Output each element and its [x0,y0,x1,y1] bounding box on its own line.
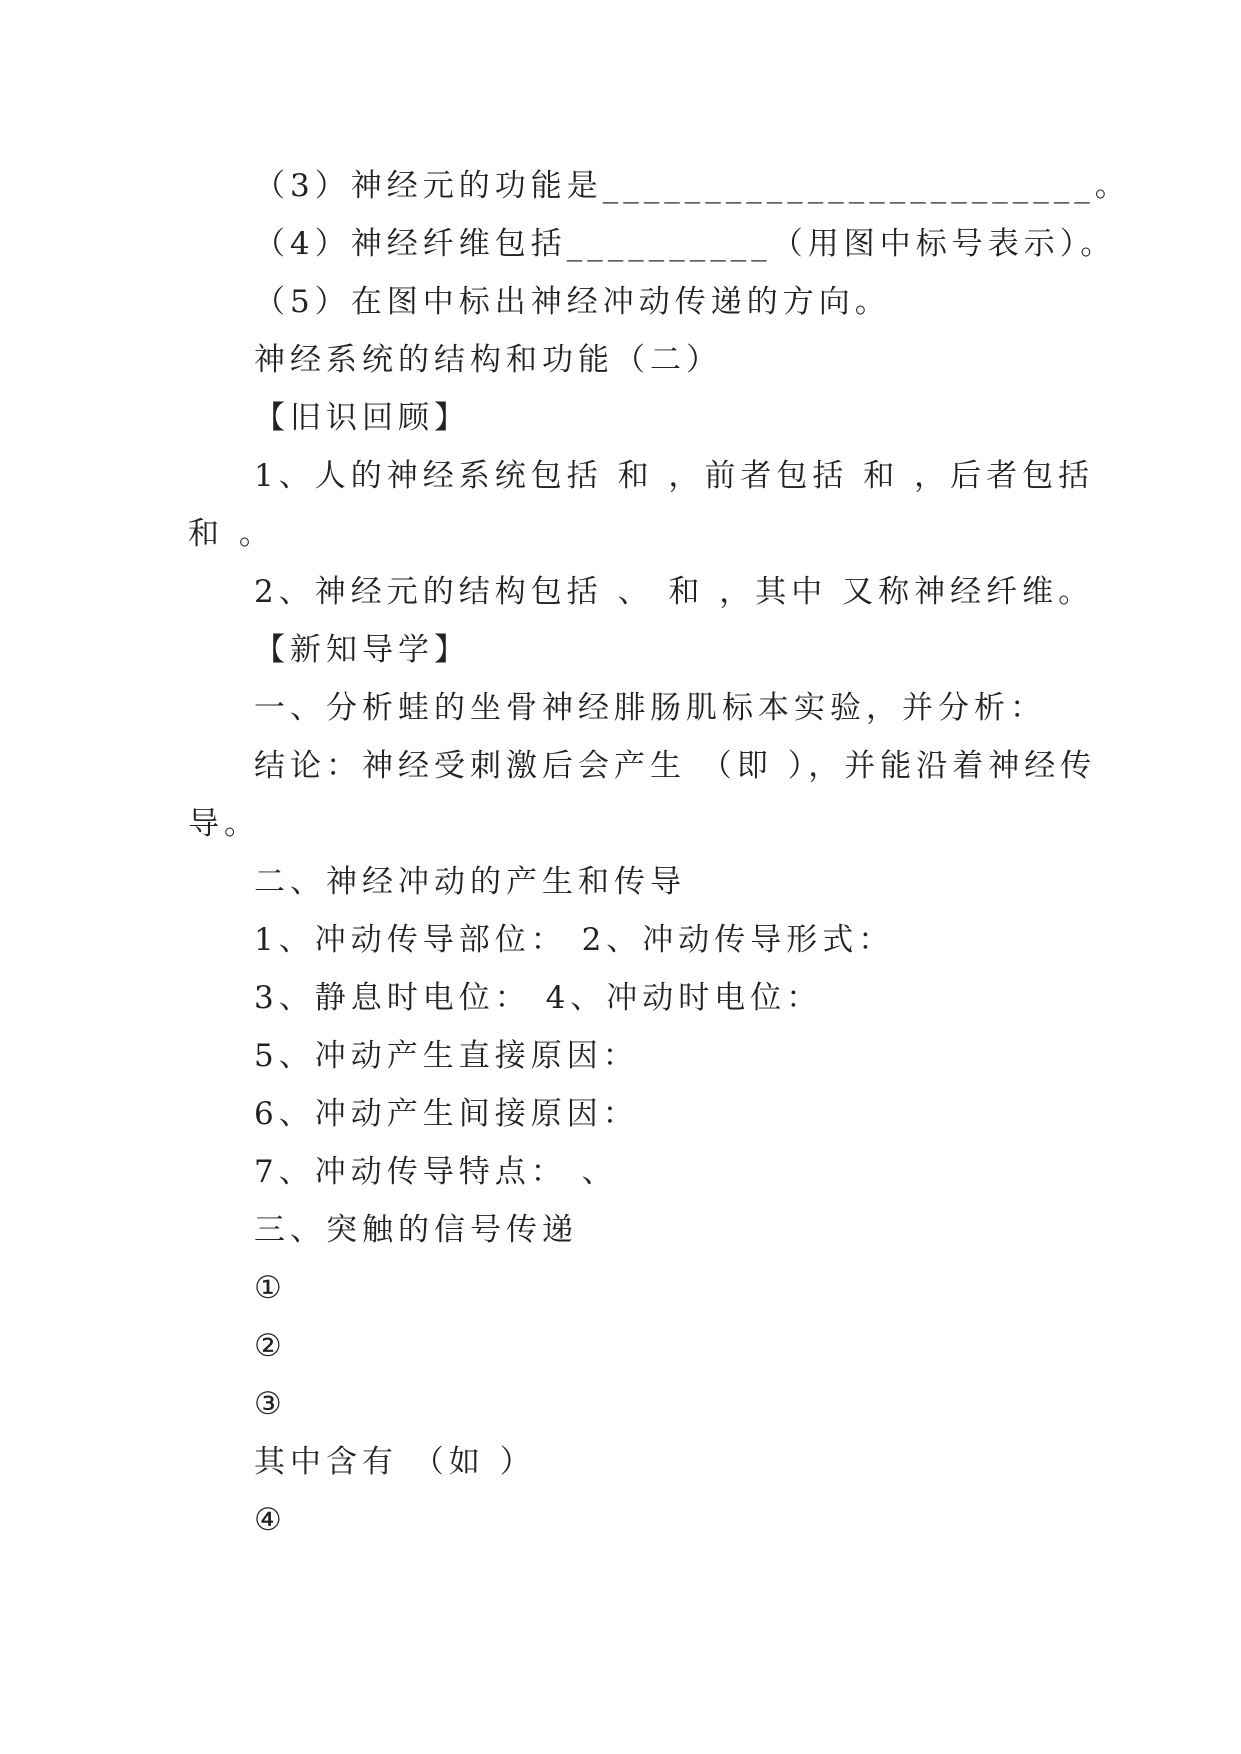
part-2-heading: 二、神经冲动的产生和传导 [254,864,686,900]
part-2-item-5: 5、冲动产生直接原因： [254,1038,639,1074]
synapse-item-4: ④ [254,1502,287,1538]
part-3-heading: 三、突触的信号传递 [254,1212,578,1248]
review-item-2: 2、神经元的结构包括 、 和 ，其中 又称神经纤维。 [254,574,1095,610]
part-2-item-3-4: 3、静息时电位： 4、冲动时电位： [254,980,823,1016]
synapse-item-2: ② [254,1328,287,1364]
part-2-item-6: 6、冲动产生间接原因： [254,1096,639,1132]
new-knowledge-heading: 【新知导学】 [254,632,470,668]
part-1-heading: 一、分析蛙的坐骨神经腓肠肌标本实验，并分析： [254,690,1046,726]
question-5-text: （5）在图中标出神经冲动传递的方向。 [254,284,891,320]
review-heading: 【旧识回顾】 [254,400,470,436]
section-title: 神经系统的结构和功能（二） [254,342,722,378]
question-3-text: （3）神经元的功能是________________________。 [254,168,1131,204]
synapse-contains-text: 其中含有 （如 ） [254,1444,536,1480]
part-2-item-7: 7、冲动传导特点： 、 [254,1154,618,1190]
review-item-1: 1、人的神经系统包括 和 ，前者包括 和 ，后者包括 [254,458,1095,494]
conclusion-text: 结论：神经受刺激后会产生 （即 ），并能沿着神经传 [254,748,1097,784]
conclusion-continued: 导。 [188,806,260,842]
review-item-1-continued: 和 。 [188,516,275,552]
question-4-text: （4）神经纤维包括__________（用图中标号表示）。 [254,226,1117,262]
synapse-item-3: ③ [254,1386,287,1422]
synapse-item-1: ① [254,1270,287,1306]
part-2-item-1-2: 1、冲动传导部位： 2、冲动传导形式： [254,922,895,958]
